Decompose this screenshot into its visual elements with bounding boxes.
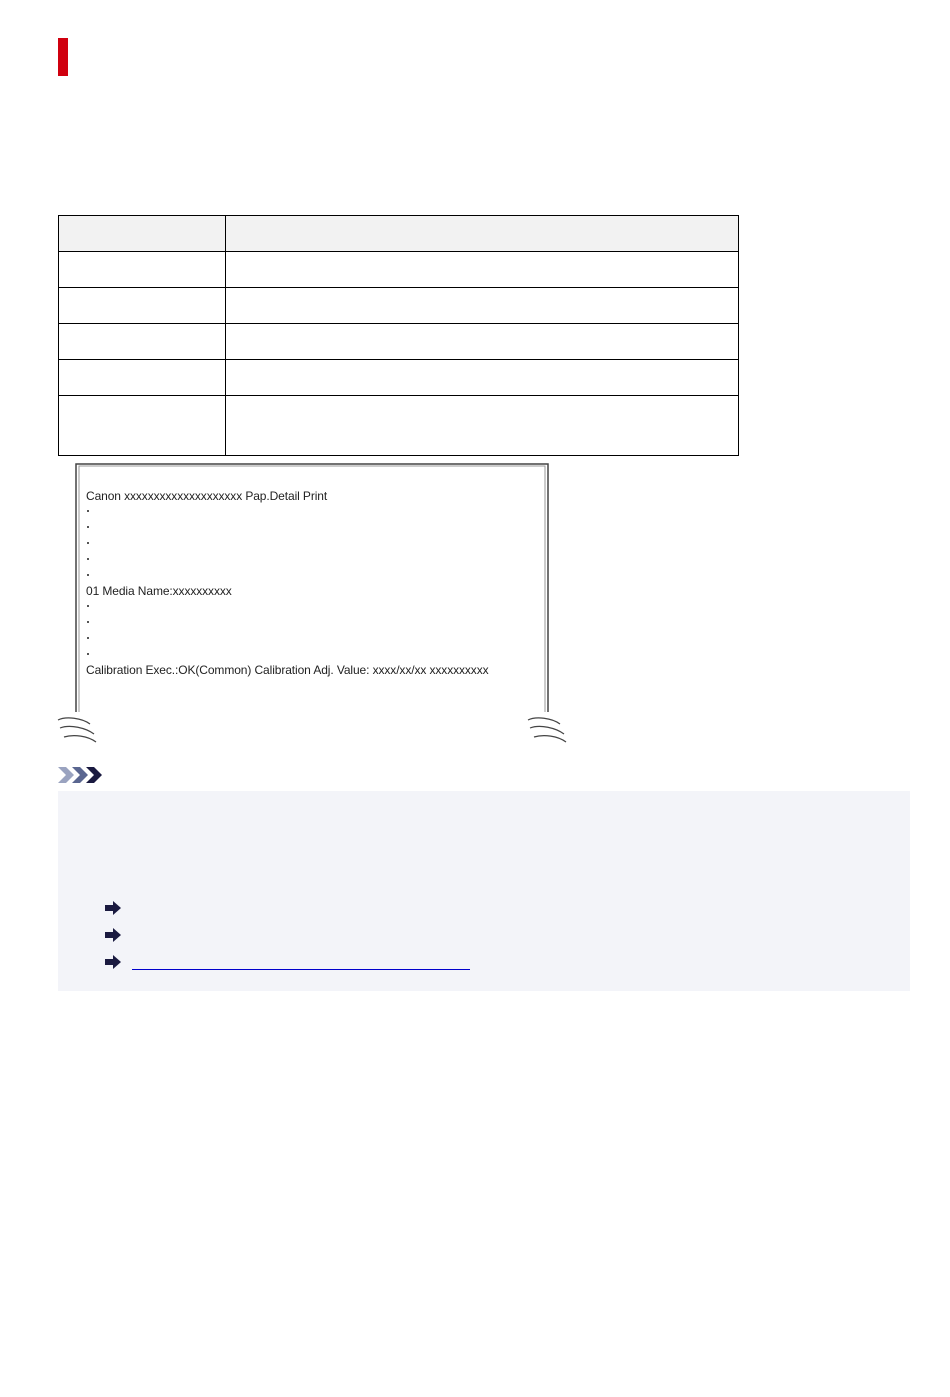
printout-dot	[87, 542, 89, 544]
note-chevrons-icon	[58, 766, 104, 784]
printout-media-line: 01 Media Name:xxxxxxxxxx	[86, 584, 232, 598]
table-header-row	[59, 216, 739, 252]
table-cell	[59, 252, 226, 288]
table-cell	[226, 324, 739, 360]
table-row	[59, 252, 739, 288]
printout-dot	[87, 526, 89, 528]
printout-dot	[87, 510, 89, 512]
table-cell	[226, 396, 739, 456]
printout-paper-outline	[56, 462, 571, 744]
paper-detail-printout-illustration	[56, 462, 571, 744]
note-link-item[interactable]	[104, 898, 132, 918]
printout-dot	[87, 653, 89, 655]
printout-dot	[87, 574, 89, 576]
note-box	[58, 791, 910, 991]
table-row	[59, 288, 739, 324]
table-cell	[226, 288, 739, 324]
table-cell	[59, 288, 226, 324]
printout-dot	[87, 637, 89, 639]
table-cell	[226, 360, 739, 396]
table-cell	[59, 396, 226, 456]
table-cell	[59, 216, 226, 252]
arrow-right-icon	[104, 928, 122, 942]
settings-table	[58, 215, 739, 456]
table-row	[59, 360, 739, 396]
table-cell	[59, 324, 226, 360]
note-link-label[interactable]	[132, 955, 470, 970]
heading-marker	[58, 38, 68, 76]
printout-header-line: Canon xxxxxxxxxxxxxxxxxxxx Pap.Detail Print	[86, 489, 328, 503]
table-row	[59, 396, 739, 456]
table-cell	[59, 360, 226, 396]
table-row	[59, 324, 739, 360]
table-cell	[226, 252, 739, 288]
printout-dot	[87, 621, 89, 623]
printout-dot	[87, 605, 89, 607]
table-cell	[226, 216, 739, 252]
arrow-right-icon	[104, 955, 122, 969]
printout-calibration-line: Calibration Exec.:OK(Common) Calibration Adj. Value: xxxx/xx/xx xxxxxxxxxx	[86, 663, 489, 677]
note-link-item[interactable]	[104, 925, 132, 945]
arrow-right-icon	[104, 901, 122, 915]
note-link-item[interactable]	[104, 952, 470, 972]
printout-dot	[87, 558, 89, 560]
